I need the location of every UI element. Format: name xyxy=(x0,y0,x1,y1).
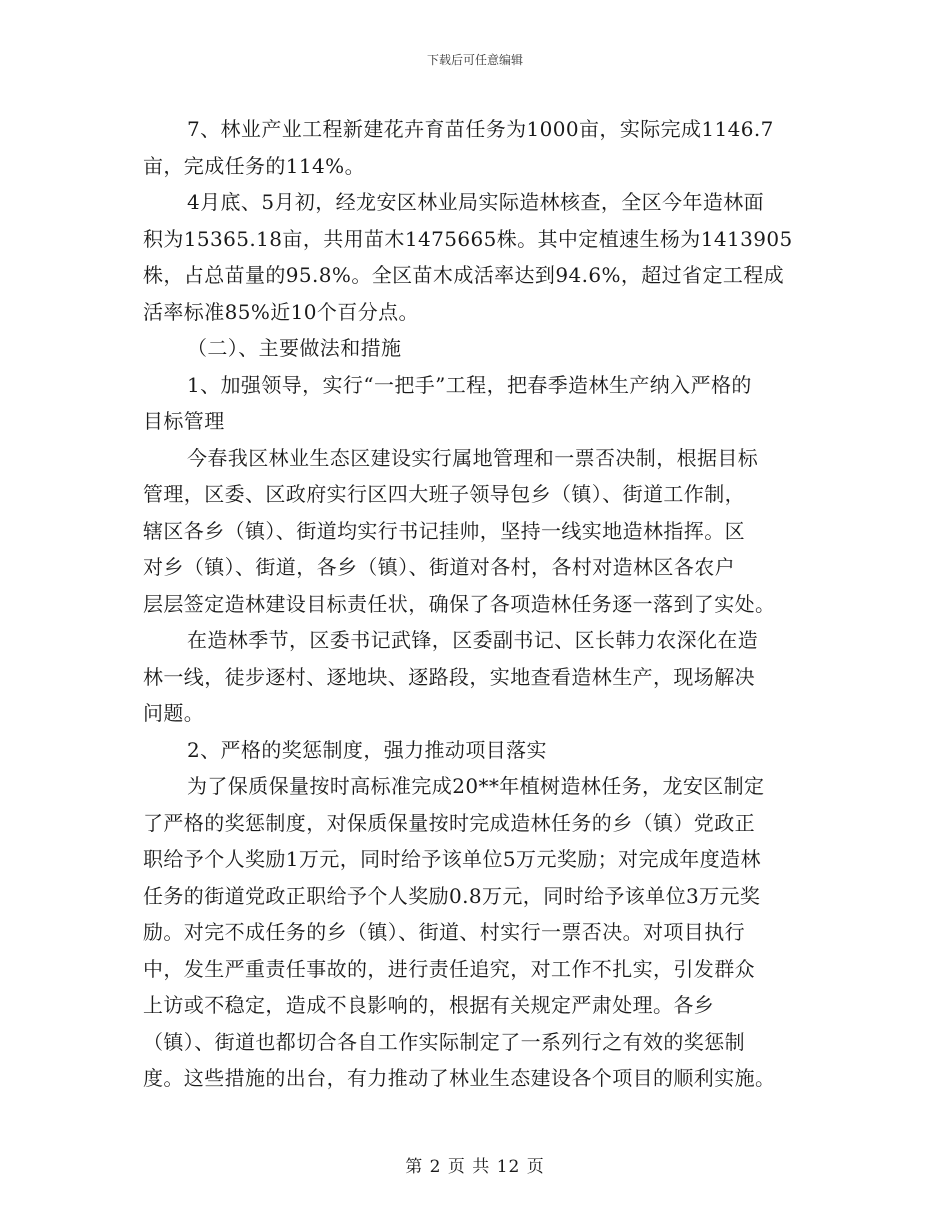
paragraph-management: 今春我区林业生态区建设实行属地管理和一票否决制，根据目标 管理，区委、区政府实行区四大班子领导包乡（镇）、街道工作制， 辖区各乡（镇）、街道均实行书记挂帅，坚持一线实地造林指挥。区 对乡（镇）、街道，各乡（镇）、街道对各村，各村对造林区各农户 层层签定造林建设目标责任状，确保了各项造林任务逐一落到了实处。 xyxy=(143,445,776,616)
section-heading-measures: （二）、主要做法和措施 xyxy=(187,336,402,360)
paragraph-leaders-frontline: 在造林季节，区委书记武锋，区委副书记、区长韩力农深化在造 林一线，徒步逐村、逐地块、逐路段，实地查看造林生产，现场解决 问题。 xyxy=(143,628,759,725)
page-number: 第 2 页 共 12 页 xyxy=(405,1157,545,1177)
document-body xyxy=(143,111,813,1097)
subheading-rewards: 2、严格的奖惩制度，强力推动项目落实 xyxy=(187,737,547,762)
paragraph-rewards-system: 为了保质保量按时高标准完成20**年植树造林任务，龙安区制定 了严格的奖惩制度，对保质保量按时完成造林任务的乡（镇）党政正 职给予个人奖励1万元，同时给予该单位5万元奖励；对完成年度造林 任务的街道党政正职给予个人奖励0.8万元，同时给予该单位3万元奖 励。对完不成任务的乡（镇）、街道、村实行一票否决。对项目执行 中，发生严重责任事故的，进行责任追究，对工作不扎实，引发群众 上访或不稳定，造成不良影响的，根据有关规定严肃处理。各乡 （镇）、街道也都切合各自工作实际制定了一系列行之有效的奖惩制 度。这些措施的出台，有力推动了林业生态建设各个项目的顺利实施。 xyxy=(143,774,776,1090)
page-header-note: 下载后可任意编辑 xyxy=(426,53,523,67)
paragraph-item-7: 7、林业产业工程新建花卉育苗任务为1000亩，实际完成1146.7 亩，完成任务的114%。 xyxy=(143,117,774,178)
subheading-leadership: 1、加强领导，实行“一把手”工程，把春季造林生产纳入严格的 目标管理 xyxy=(143,372,752,433)
paragraph-afforestation-check: 4月底、5月初，经龙安区林业局实际造林核查，全区今年造林面 积为15365.18亩，共用苗木1475665株。其中定植速生杨为1413905 株，占总苗量的95.8%。全区苗木成活率达到94.6%，超过省定工程成 活率标准85%近10个百分点。 xyxy=(143,190,793,324)
